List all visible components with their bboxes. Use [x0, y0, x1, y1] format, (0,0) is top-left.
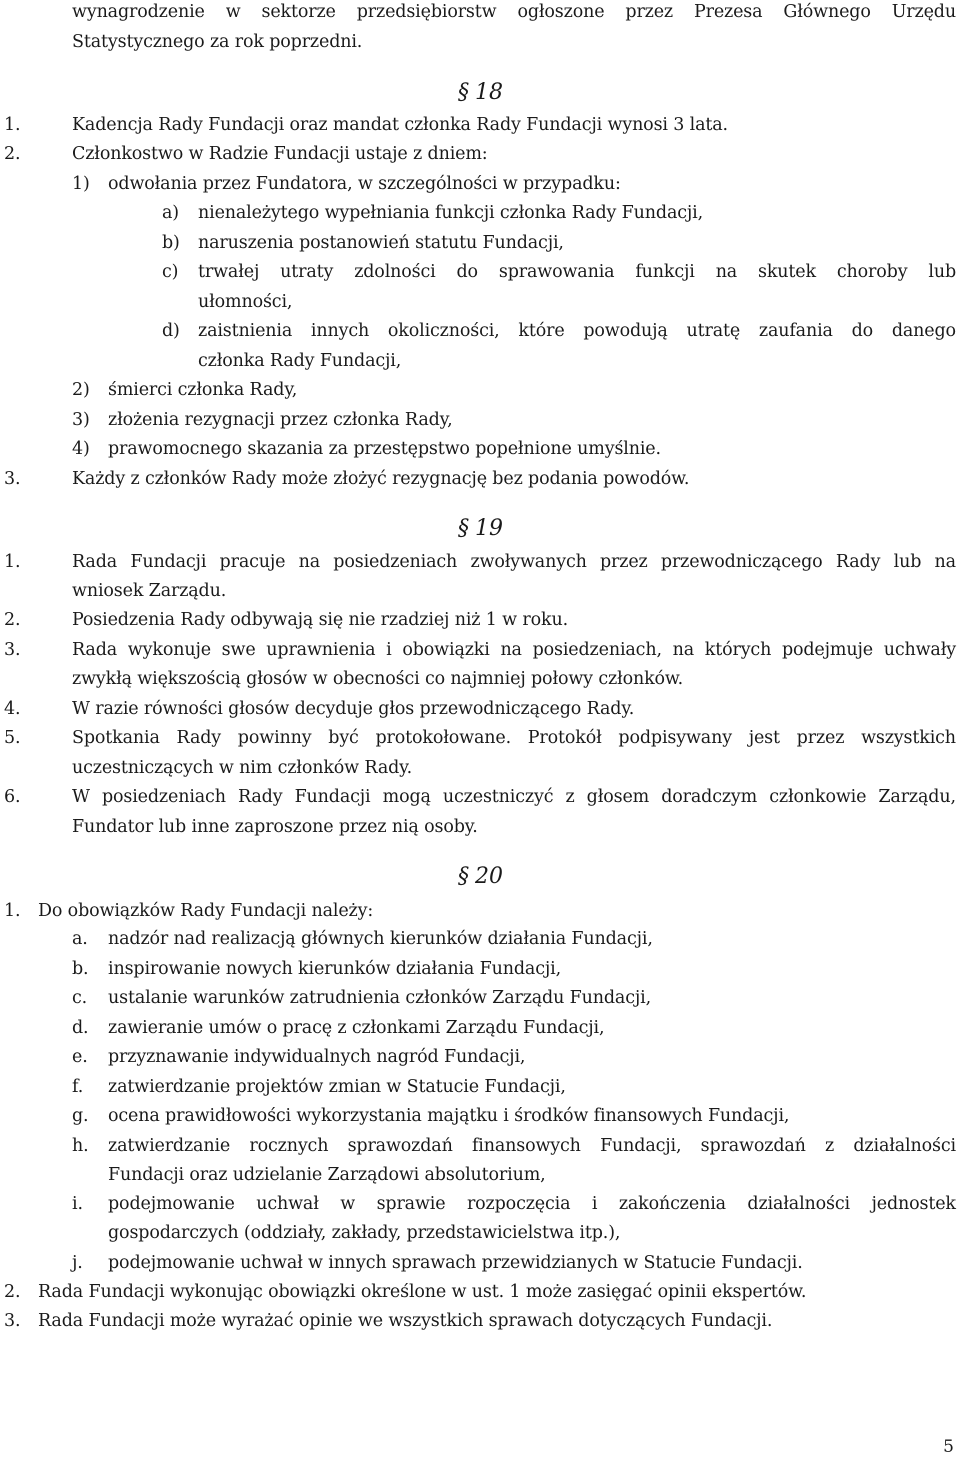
- word: działalności: [853, 1136, 956, 1156]
- word: wszystkich: [861, 728, 956, 748]
- word: Rady: [835, 552, 881, 572]
- word: Zarządu,: [878, 787, 956, 807]
- text-line: [72, 727, 956, 749]
- word: na: [672, 640, 695, 660]
- text-line: zwykłą większością głosów w obecności co najmniej połowy członków.: [72, 669, 684, 689]
- word: posiedzeniach: [333, 552, 458, 572]
- word: Fundacji: [294, 787, 371, 807]
- word: podejmowanie: [108, 1194, 235, 1214]
- item-number: 5.: [4, 728, 21, 748]
- word: uchwały: [883, 640, 956, 660]
- word: mogą: [382, 787, 431, 807]
- word: na: [500, 640, 522, 660]
- item-number: 1.: [4, 552, 21, 572]
- word: danego: [891, 321, 956, 341]
- text-line: odwołania przez Fundatora, w szczególności w przypadku:: [108, 174, 621, 194]
- item-number: 2): [72, 380, 90, 400]
- word: protokołowane.: [375, 728, 512, 748]
- item-number: 1): [72, 174, 90, 194]
- section-number: 19: [475, 516, 503, 541]
- word: Fundacji,: [600, 1136, 682, 1156]
- word: Protokół: [527, 728, 602, 748]
- text-line: zatwierdzanie projektów zmian w Statucie Fundacji,: [108, 1077, 566, 1097]
- word: które: [518, 321, 565, 341]
- word: z: [565, 787, 575, 807]
- text-line: W razie równości głosów decyduje głos przewodniczącego Rady.: [72, 699, 635, 719]
- word: zdolności: [354, 262, 436, 282]
- text-line: gospodarczych (oddziały, zakłady, przedstawicielstwa itp.),: [108, 1223, 621, 1243]
- word: podpisywany: [618, 728, 732, 748]
- text-line: [108, 1193, 956, 1215]
- word: jednostek: [871, 1194, 956, 1214]
- item-letter: b): [162, 233, 180, 253]
- item-number: 4): [72, 439, 90, 459]
- word: na: [298, 552, 321, 572]
- word: działalności: [747, 1194, 850, 1214]
- text-line: naruszenia postanowień statutu Fundacji,: [198, 233, 564, 253]
- word: skutek: [758, 262, 816, 282]
- section-number: 20: [475, 864, 503, 889]
- word: trwałej: [198, 262, 260, 282]
- word: zwoływanych: [470, 552, 587, 572]
- word: sprawozdań: [347, 1136, 453, 1156]
- word: przez: [625, 2, 674, 22]
- item-number: 2.: [4, 1282, 21, 1302]
- text-line: nienależytego wypełniania funkcji członka Rady Fundacji,: [198, 203, 704, 223]
- text-line: prawomocnego skazania za przestępstwo popełnione umyślnie.: [108, 439, 661, 459]
- word: Spotkania: [72, 728, 160, 748]
- word: zakończenia: [618, 1194, 726, 1214]
- word: doradczym: [661, 787, 758, 807]
- page-number: 5: [943, 1437, 954, 1457]
- word: sprawowania: [498, 262, 615, 282]
- item-number: 3.: [4, 640, 21, 660]
- item-letter: g.: [72, 1106, 89, 1126]
- item-number: 3.: [4, 1311, 21, 1331]
- section-symbol: §: [458, 80, 469, 105]
- text-line: Do obowiązków Rady Fundacji należy:: [38, 901, 374, 921]
- text-line: nadzór nad realizacją głównych kierunków działania Fundacji,: [108, 929, 653, 949]
- word: Fundacji: [130, 552, 207, 572]
- word: na: [934, 552, 956, 572]
- word: podejmuje: [781, 640, 873, 660]
- text-line: przyznawanie indywidualnych nagród Fundacji,: [108, 1047, 526, 1067]
- item-letter: c.: [72, 988, 88, 1008]
- text-line: Statystycznego za rok poprzedni.: [72, 32, 363, 52]
- text-line: podejmowanie uchwał w innych sprawach przewidzianych w Statucie Fundacji.: [108, 1253, 803, 1273]
- word: Urzędu: [891, 2, 956, 22]
- word: przez: [600, 552, 648, 572]
- word: przedsiębiorstw: [356, 2, 497, 22]
- word: głosem: [586, 787, 650, 807]
- word: i: [386, 640, 392, 660]
- word: Prezesa: [693, 2, 763, 22]
- word: pracuje: [219, 552, 286, 572]
- item-letter: a.: [72, 929, 88, 949]
- word: w: [340, 1194, 356, 1214]
- item-number: 6.: [4, 787, 21, 807]
- item-letter: j.: [72, 1253, 83, 1273]
- item-letter: b.: [72, 959, 89, 979]
- text-line: [198, 261, 956, 283]
- text-line: uczestniczących w nim członków Rady.: [72, 758, 412, 778]
- section-symbol: §: [458, 864, 469, 889]
- item-number: 3.: [4, 469, 21, 489]
- word: do: [851, 321, 874, 341]
- word: Rady: [176, 728, 222, 748]
- text-line: wniosek Zarządu.: [72, 581, 227, 601]
- item-number: 2.: [4, 144, 21, 164]
- section-heading-18: [458, 80, 503, 106]
- word: w: [225, 2, 241, 22]
- word: obowiązki: [402, 640, 490, 660]
- text-line: inspirowanie nowych kierunków działania Fundacji,: [108, 959, 561, 979]
- word: zaistnienia: [198, 321, 293, 341]
- text-line: członka Rady Fundacji,: [198, 351, 402, 371]
- word: uprawnienia: [266, 640, 376, 660]
- word: W: [72, 787, 90, 807]
- text-line: śmierci członka Rady,: [108, 380, 298, 400]
- text-line: [198, 320, 956, 342]
- item-letter: c): [162, 262, 179, 282]
- word: rocznych: [249, 1136, 329, 1156]
- word: rozpoczęcia: [466, 1194, 571, 1214]
- text-line: Posiedzenia Rady odbywają się nie rzadziej niż 1 w roku.: [72, 610, 568, 630]
- word: być: [328, 728, 359, 748]
- word: zatwierdzanie: [108, 1136, 231, 1156]
- text-line: Fundacji oraz udzielanie Zarządowi absolutorium,: [108, 1165, 546, 1185]
- word: ogłoszone: [517, 2, 605, 22]
- word: wynagrodzenie: [72, 2, 205, 22]
- section-heading-20: [458, 864, 503, 890]
- item-number: 4.: [4, 699, 21, 719]
- text-line: ułomności,: [198, 292, 293, 312]
- text-line: zawieranie umów o pracę z członkami Zarządu Fundacji,: [108, 1018, 605, 1038]
- word: swe: [221, 640, 256, 660]
- text-line: [72, 551, 956, 573]
- word: powinny: [237, 728, 312, 748]
- text-line: Kadencja Rady Fundacji oraz mandat członka Rady Fundacji wynosi 3 lata.: [72, 115, 728, 135]
- word: posiedzeniach,: [532, 640, 662, 660]
- word: lub: [893, 552, 922, 572]
- word: utratę: [686, 321, 741, 341]
- word: uchwał: [256, 1194, 319, 1214]
- text-line: Rada Fundacji może wyrażać opinie we wszystkich sprawach dotyczących Fundacji.: [38, 1311, 773, 1331]
- section-number: 18: [475, 80, 503, 105]
- word: do: [456, 262, 478, 282]
- item-letter: e.: [72, 1047, 88, 1067]
- word: uczestniczyć: [442, 787, 554, 807]
- text-line: [72, 639, 956, 661]
- text-line: złożenia rezygnacji przez członka Rady,: [108, 410, 453, 430]
- item-letter: h.: [72, 1136, 89, 1156]
- word: finansowych: [471, 1136, 581, 1156]
- text-line: ustalanie warunków zatrudnienia członków Zarządu Fundacji,: [108, 988, 651, 1008]
- item-number: 1.: [4, 115, 21, 135]
- word: utraty: [280, 262, 334, 282]
- text-line: Fundator lub inne zaproszone przez nią osoby.: [72, 817, 478, 837]
- word: z: [825, 1136, 835, 1156]
- section-symbol: §: [458, 516, 469, 541]
- word: powodują: [583, 321, 668, 341]
- text-line: [72, 1, 956, 23]
- word: choroby: [836, 262, 908, 282]
- word: na: [715, 262, 738, 282]
- text-line: Rada Fundacji wykonując obowiązki określone w ust. 1 może zasięgać opinii ekspertów.: [38, 1282, 807, 1302]
- item-letter: d.: [72, 1018, 89, 1038]
- text-line: ocena prawidłowości wykorzystania majątku i środków finansowych Fundacji,: [108, 1106, 790, 1126]
- text-line: [108, 1135, 956, 1157]
- word: członkowie: [769, 787, 867, 807]
- word: posiedzeniach: [101, 787, 226, 807]
- item-number: 3): [72, 410, 90, 430]
- word: Rady: [237, 787, 283, 807]
- item-letter: f.: [72, 1077, 84, 1097]
- word: innych: [310, 321, 370, 341]
- word: funkcji: [635, 262, 695, 282]
- word: Głównego: [783, 2, 871, 22]
- word: sektorze: [261, 2, 336, 22]
- text-line: Członkostwo w Radzie Fundacji ustaje z dniem:: [72, 144, 488, 164]
- word: Rada: [72, 552, 118, 572]
- text-line: Każdy z członków Rady może złożyć rezygnację bez podania powodów.: [72, 469, 690, 489]
- word: jest: [748, 728, 780, 748]
- item-letter: a): [162, 203, 179, 223]
- item-letter: d): [162, 321, 180, 341]
- word: i: [591, 1194, 598, 1214]
- item-number: 2.: [4, 610, 21, 630]
- word: Rada: [72, 640, 118, 660]
- word: sprawie: [376, 1194, 446, 1214]
- word: lub: [928, 262, 956, 282]
- word: sprawozdań: [700, 1136, 806, 1156]
- text-line: [72, 786, 956, 808]
- item-letter: i.: [72, 1194, 83, 1214]
- word: okoliczności,: [387, 321, 500, 341]
- word: których: [704, 640, 772, 660]
- word: wykonuje: [127, 640, 211, 660]
- section-heading-19: [458, 516, 503, 542]
- item-number: 1.: [4, 901, 21, 921]
- word: przewodniczącego: [660, 552, 823, 572]
- word: zaufania: [758, 321, 833, 341]
- word: przez: [796, 728, 845, 748]
